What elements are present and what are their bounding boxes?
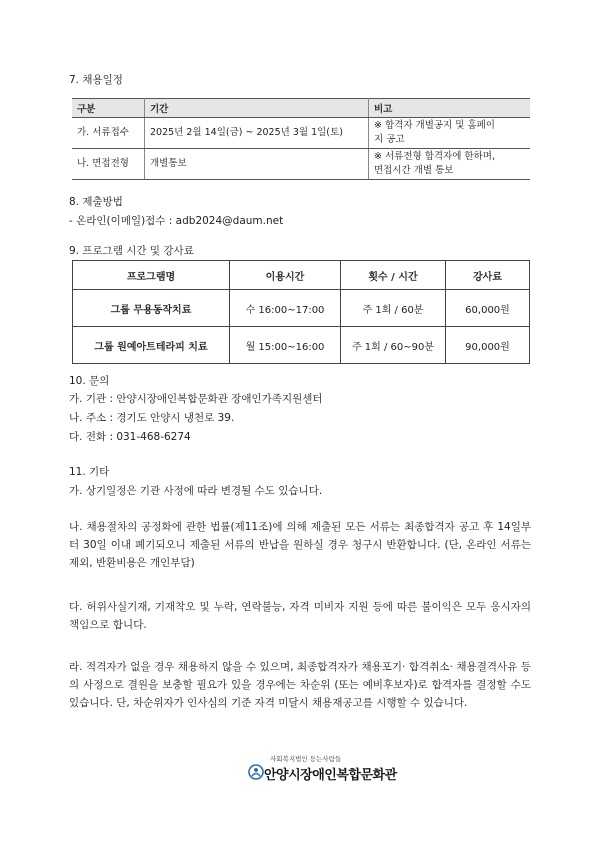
- row-label: 가. 서류접수: [72, 118, 145, 149]
- program-time: 월 15:00~16:00: [230, 327, 341, 364]
- program-table: [72, 260, 530, 364]
- notice-paragraph: 나. 채용절차의 공정화에 관한 법률(제11조)에 의해 제출된 모든 서류는 최종합격자 공고 후 14일부터 30일 이내 폐기되오니 제출된 서류의 반납을 원하실 경우 청구시 반환합니다. (단, 온라인 서류는 제외, 반환비용은 개인부담): [69, 521, 531, 569]
- program-fee: 90,000원: [446, 327, 530, 364]
- table-row: [72, 118, 530, 149]
- notice-paragraph: 다. 허위사실기재, 기재착오 및 누락, 연락불능, 자격 미비자 지원 등에 따른 불이익은 모두 응시자의 책임으로 합니다.: [69, 601, 531, 631]
- contact-phone: 다. 전화 : 031-468-6274: [69, 431, 191, 443]
- notice-paragraph: 가. 상기일정은 기관 사정에 따라 변경될 수도 있습니다.: [69, 485, 323, 497]
- program-count: 주 1회 / 60분: [341, 290, 446, 327]
- header-program: 프로그램명: [73, 261, 230, 290]
- submission-method: - 온라인(이메일)접수 : adb2024@daum.net: [69, 215, 284, 227]
- contact-org: 가. 기관 : 안양시장애인복합문화관 장애인가족지원센터: [69, 393, 323, 405]
- table-row: [72, 149, 530, 180]
- contact-address: 나. 주소 : 경기도 안양시 냉천로 39.: [69, 412, 235, 424]
- section10-heading: 10. 문의: [69, 375, 110, 387]
- org-logo: [248, 754, 398, 788]
- notice-paragraph: 라. 적격자가 없을 경우 채용하지 않을 수 있으며, 최종합격자가 채용포기· 합격취소· 채용결격사유 등의 사정으로 결원을 보충할 필요가 있을 경우에는 차순위 (또는 예비후보자)로 합격자를 결정할 수도 있습니다. 단, 차순위자가 인사심의 기준 자격 미달시 채용재공고를 시행할 수 있습니다.: [69, 661, 531, 709]
- header-fee: 강사료: [446, 261, 530, 290]
- row-note-line: ※ 서류전형 합격자에 한하며,: [374, 151, 495, 162]
- program-time: 수 16:00~17:00: [230, 290, 341, 327]
- program-fee: 60,000원: [446, 290, 530, 327]
- header-category: 구분: [72, 99, 145, 118]
- table-header-row: [72, 99, 530, 118]
- row-label: 나. 면접전형: [72, 149, 145, 180]
- program-count: 주 1회 / 60~90분: [341, 327, 446, 364]
- row-period: 2025년 2월 14일(금) ~ 2025년 3월 1일(토): [145, 118, 369, 149]
- row-note-line: 지 공고: [374, 134, 405, 145]
- section11-heading: 11. 기타: [69, 466, 110, 478]
- row-note-line: 면접시간 개별 통보: [374, 165, 454, 176]
- section9-heading: 9. 프로그램 시간 및 강사료: [69, 245, 194, 257]
- header-note: 비고: [369, 99, 531, 118]
- header-time: 이용시간: [230, 261, 341, 290]
- table-row: [73, 327, 530, 364]
- table-header-row: [73, 261, 530, 290]
- program-name: 그룹 원예아트테라피 치료: [73, 327, 230, 364]
- section8-heading: 8. 제출방법: [69, 196, 123, 208]
- row-note: [369, 118, 531, 149]
- header-period: 기간: [145, 99, 369, 118]
- row-note-line: ※ 합격자 개별공지 및 홈페이: [374, 120, 495, 131]
- row-period: 개별통보: [145, 149, 369, 180]
- org-name: 안양시장애인복합문화관: [264, 768, 397, 783]
- table-row: [73, 290, 530, 327]
- org-emblem-icon: [248, 764, 264, 780]
- schedule-table: [72, 98, 530, 180]
- org-parent-name: 사회복지법인 등는사람들: [270, 755, 342, 763]
- header-count: 횟수 / 시간: [341, 261, 446, 290]
- row-note: [369, 149, 531, 180]
- section7-heading: 7. 채용일정: [69, 74, 123, 86]
- program-name: 그룹 무용동작치료: [73, 290, 230, 327]
